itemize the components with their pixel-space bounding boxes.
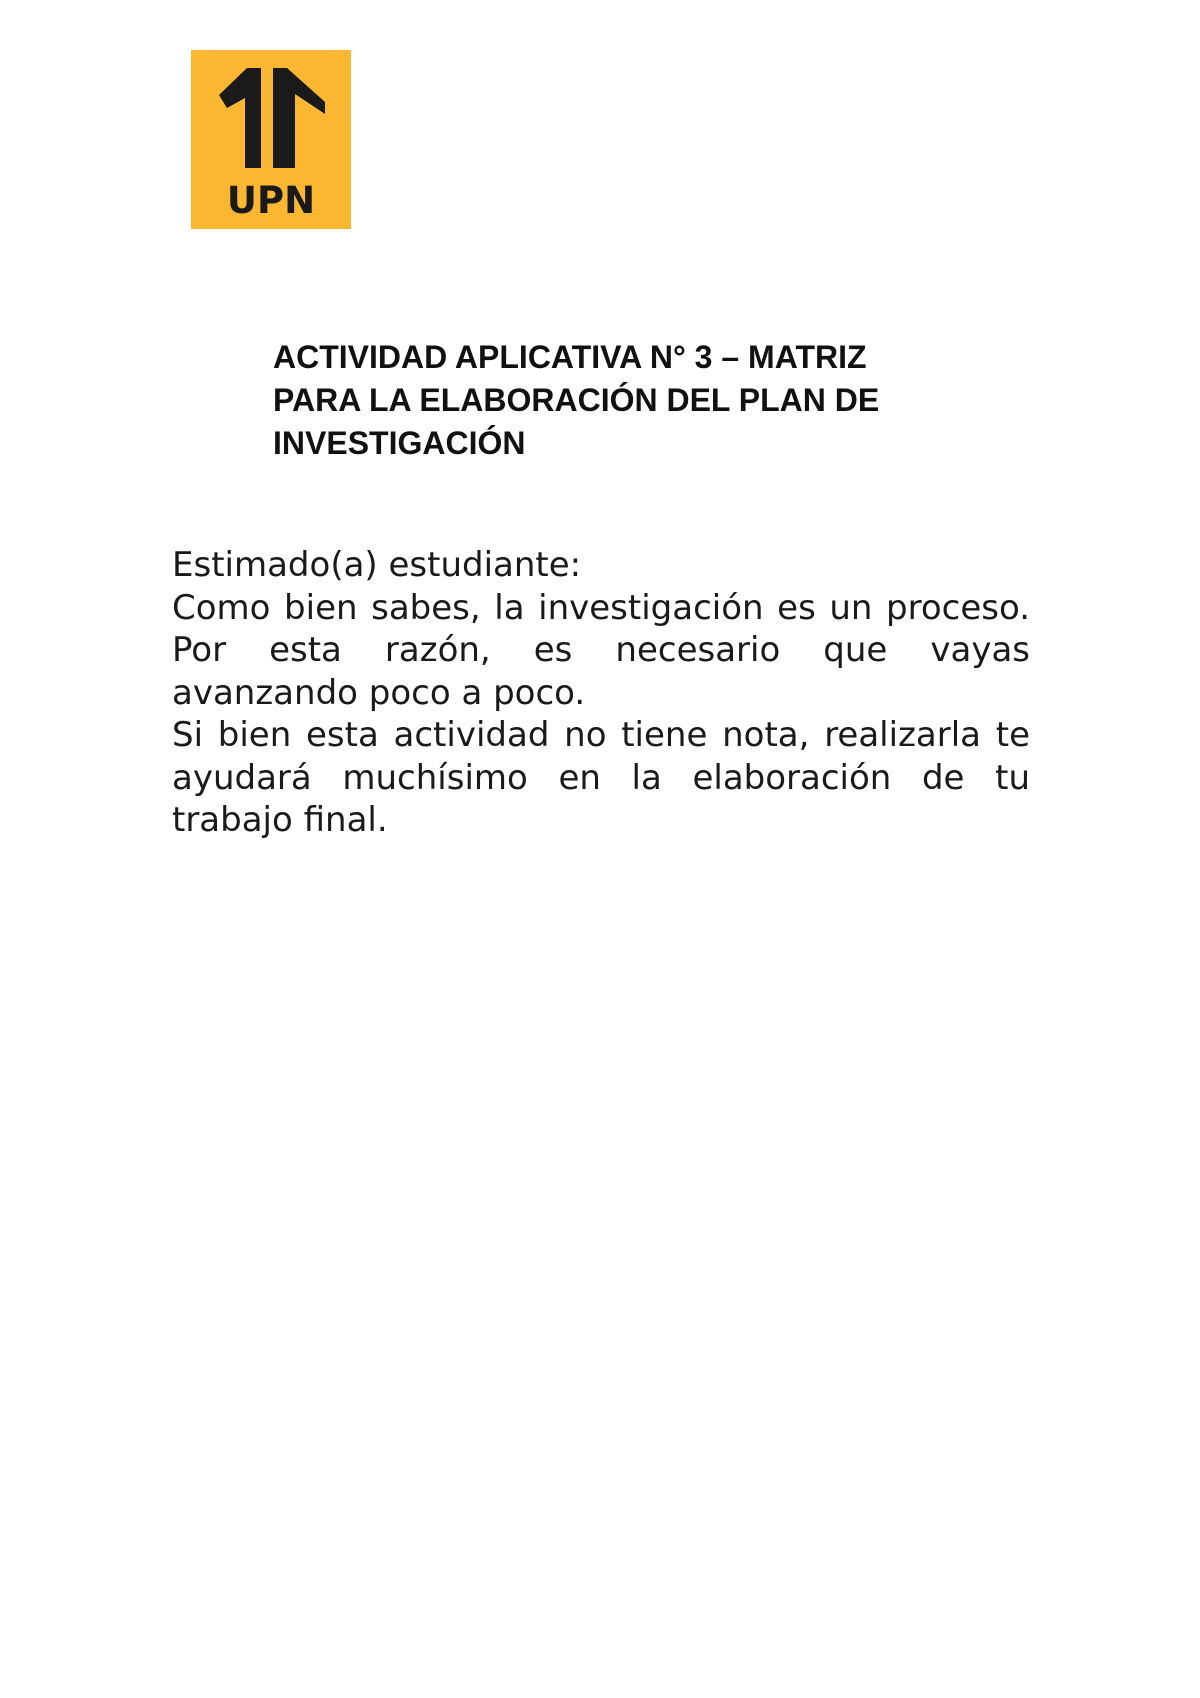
upn-logo (191, 50, 351, 229)
greeting: Estimado(a) estudiante: (172, 545, 582, 585)
title-line-2: PARA LA ELABORACIÓN DEL PLAN DE (273, 382, 880, 418)
paragraph-1: Como bien sabes, la investigación es un proceso. Por esta razón, es necesario que vayas avanzando poco a poco. (172, 587, 1030, 713)
document-title (273, 336, 993, 465)
paragraph-2: Si bien esta actividad no tiene nota, realizarla te ayudará muchísimo en la elaboración de tu trabajo final. (172, 715, 1030, 840)
upn-arrow-logo-icon (191, 50, 351, 229)
document-body (172, 544, 1030, 842)
title-line-1: ACTIVIDAD APLICATIVA N° 3 – MATRIZ (273, 339, 867, 375)
logo-text: UPN (226, 179, 316, 222)
title-line-3: INVESTIGACIÓN (273, 425, 526, 461)
